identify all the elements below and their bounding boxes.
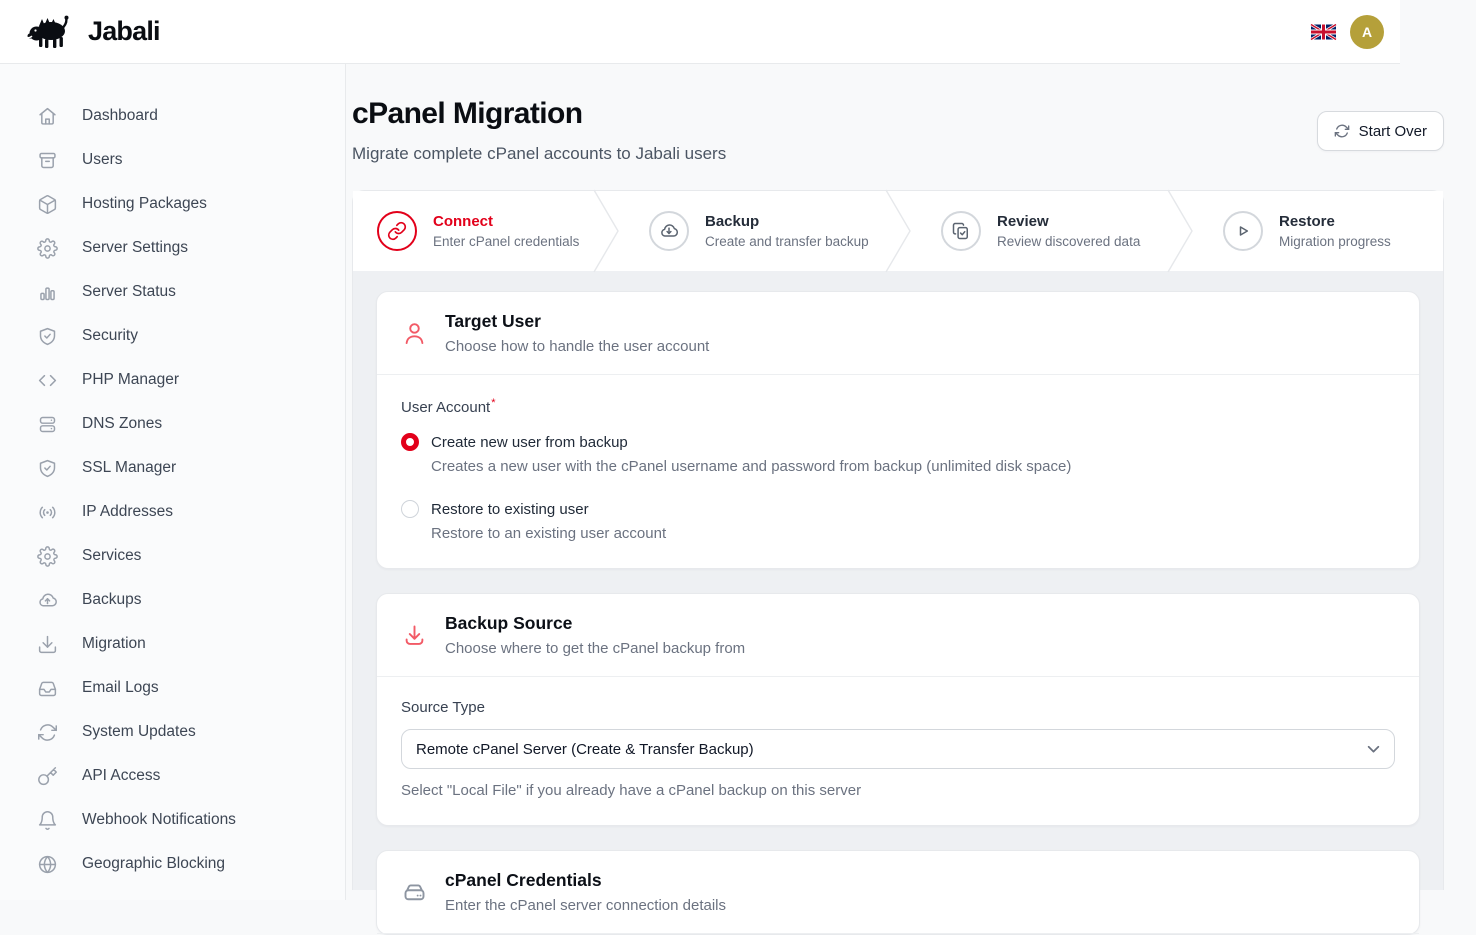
step-connect[interactable] xyxy=(353,191,593,271)
sidebar xyxy=(0,64,346,900)
package-icon xyxy=(37,194,58,215)
step-restore[interactable] xyxy=(1193,191,1443,271)
cloud-upload-icon xyxy=(37,590,58,611)
sidebar-item-label: Hosting Packages xyxy=(82,195,207,212)
step-separator xyxy=(1167,191,1193,271)
sidebar-item-server-settings[interactable] xyxy=(0,226,345,270)
header-actions xyxy=(1311,15,1384,49)
radio-create-new-user[interactable] xyxy=(401,433,1395,451)
sidebar-item-label: Security xyxy=(82,327,138,344)
sidebar-item-label: Dashboard xyxy=(82,107,158,124)
bell-icon xyxy=(37,810,58,831)
sidebar-item-migration[interactable] xyxy=(0,622,345,666)
sidebar-item-label: Users xyxy=(82,151,123,168)
sidebar-item-webhook-notifications[interactable] xyxy=(0,798,345,842)
link-icon xyxy=(377,211,417,251)
sidebar-item-label: PHP Manager xyxy=(82,371,180,388)
page-title: cPanel Migration xyxy=(352,97,583,130)
sidebar-item-label: SSL Manager xyxy=(82,459,177,476)
sidebar-item-label: Server Status xyxy=(82,283,176,300)
step-subtitle: Migration progress xyxy=(1279,234,1391,249)
required-asterisk: * xyxy=(491,397,496,409)
sidebar-item-label: Server Settings xyxy=(82,239,188,256)
sidebar-item-system-updates[interactable] xyxy=(0,710,345,754)
sidebar-item-api-access[interactable] xyxy=(0,754,345,798)
wizard-stepper xyxy=(353,191,1443,271)
step-subtitle: Create and transfer backup xyxy=(705,234,869,249)
step-review[interactable] xyxy=(911,191,1167,271)
start-over-label: Start Over xyxy=(1358,122,1427,140)
source-type-helper: Select "Local File" if you already have a cPanel backup on this server xyxy=(401,782,862,799)
sidebar-item-label: Migration xyxy=(82,635,146,652)
page-subtitle: Migrate complete cPanel accounts to Jabali users xyxy=(352,144,727,163)
step-subtitle: Enter cPanel credentials xyxy=(433,234,580,249)
card-title: Target User xyxy=(445,311,541,331)
step-title: Review xyxy=(997,213,1049,230)
sidebar-item-dns-zones[interactable] xyxy=(0,402,345,446)
step-subtitle: Review discovered data xyxy=(997,234,1141,249)
brand-name: Jabali xyxy=(88,16,160,46)
source-type-value: Remote cPanel Server (Create & Transfer Backup) xyxy=(416,740,754,758)
sidebar-item-hosting-packages[interactable] xyxy=(0,182,345,226)
radio-description: Creates a new user with the cPanel username and password from backup (unlimited disk space) xyxy=(431,458,1072,475)
radio-unselected-icon xyxy=(401,500,419,518)
hard-drive-icon xyxy=(401,879,428,906)
radio-selected-icon xyxy=(401,433,419,451)
download-icon xyxy=(37,634,58,655)
step-backup[interactable] xyxy=(619,191,885,271)
server-stack-icon xyxy=(37,414,58,435)
key-icon xyxy=(37,766,58,787)
gear-icon xyxy=(37,546,58,567)
home-icon xyxy=(37,106,58,127)
sidebar-item-label: DNS Zones xyxy=(82,415,163,432)
sidebar-item-label: Email Logs xyxy=(82,679,159,696)
sidebar-item-label: API Access xyxy=(82,767,161,784)
wizard-body xyxy=(353,271,1443,914)
backup-source-card xyxy=(376,593,1420,826)
sidebar-item-dashboard[interactable] xyxy=(0,94,345,138)
sidebar-item-label: Geographic Blocking xyxy=(82,855,226,872)
archive-icon xyxy=(37,150,58,171)
user-account-label: User Account* xyxy=(401,397,496,416)
brand-logo[interactable] xyxy=(26,14,160,50)
chevron-down-icon xyxy=(1367,743,1380,756)
cpanel-credentials-card xyxy=(376,850,1420,935)
step-title: Restore xyxy=(1279,213,1335,230)
sidebar-item-label: Webhook Notifications xyxy=(82,811,236,828)
card-subtitle: Choose where to get the cPanel backup from xyxy=(445,640,746,657)
sidebar-item-label: Services xyxy=(82,547,142,564)
shield-check-icon xyxy=(37,458,58,479)
sidebar-item-security[interactable] xyxy=(0,314,345,358)
radio-description: Restore to an existing user account xyxy=(431,525,667,542)
radio-label: Restore to existing user xyxy=(431,500,589,518)
refresh-icon xyxy=(37,722,58,743)
sidebar-item-services[interactable] xyxy=(0,534,345,578)
step-title: Connect xyxy=(433,213,493,230)
play-icon xyxy=(1223,211,1263,251)
step-title: Backup xyxy=(705,213,760,230)
sidebar-item-label: IP Addresses xyxy=(82,503,174,520)
cloud-download-icon xyxy=(649,211,689,251)
shield-check-icon xyxy=(37,326,58,347)
step-separator xyxy=(885,191,911,271)
globe-icon xyxy=(37,854,58,875)
user-avatar[interactable]: A xyxy=(1350,15,1384,49)
uk-flag-icon[interactable] xyxy=(1311,23,1336,41)
gear-icon xyxy=(37,238,58,259)
target-user-card xyxy=(376,291,1420,569)
top-header xyxy=(0,0,1400,64)
sidebar-item-label: Backups xyxy=(82,591,142,608)
step-separator xyxy=(593,191,619,271)
source-type-label: Source Type xyxy=(401,699,485,716)
card-title: Backup Source xyxy=(445,613,573,633)
boar-logo-icon xyxy=(26,14,78,50)
copy-check-icon xyxy=(941,211,981,251)
sidebar-item-php-manager[interactable] xyxy=(0,358,345,402)
inbox-icon xyxy=(37,678,58,699)
radio-restore-existing-user[interactable] xyxy=(401,500,1395,518)
sidebar-item-users[interactable] xyxy=(0,138,345,182)
card-title: cPanel Credentials xyxy=(445,870,602,890)
radio-label: Create new user from backup xyxy=(431,433,628,451)
sidebar-item-backups[interactable] xyxy=(0,578,345,622)
card-subtitle: Enter the cPanel server connection details xyxy=(445,897,726,914)
bar-chart-icon xyxy=(37,282,58,303)
user-icon xyxy=(401,320,428,347)
main-content xyxy=(346,64,1476,914)
start-over-button[interactable] xyxy=(1317,111,1444,151)
code-icon xyxy=(37,370,58,391)
sidebar-item-server-status[interactable] xyxy=(0,270,345,314)
sidebar-item-label: System Updates xyxy=(82,723,196,740)
migration-wizard-panel xyxy=(352,190,1444,914)
download-icon xyxy=(401,622,428,649)
source-type-select[interactable] xyxy=(401,729,1395,769)
radio-waves-icon xyxy=(37,502,58,523)
sidebar-item-geographic-blocking[interactable] xyxy=(0,842,345,886)
refresh-icon xyxy=(1334,123,1350,139)
card-subtitle: Choose how to handle the user account xyxy=(445,338,710,355)
sidebar-item-ip-addresses[interactable] xyxy=(0,490,345,534)
sidebar-item-email-logs[interactable] xyxy=(0,666,345,710)
sidebar-item-ssl-manager[interactable] xyxy=(0,446,345,490)
